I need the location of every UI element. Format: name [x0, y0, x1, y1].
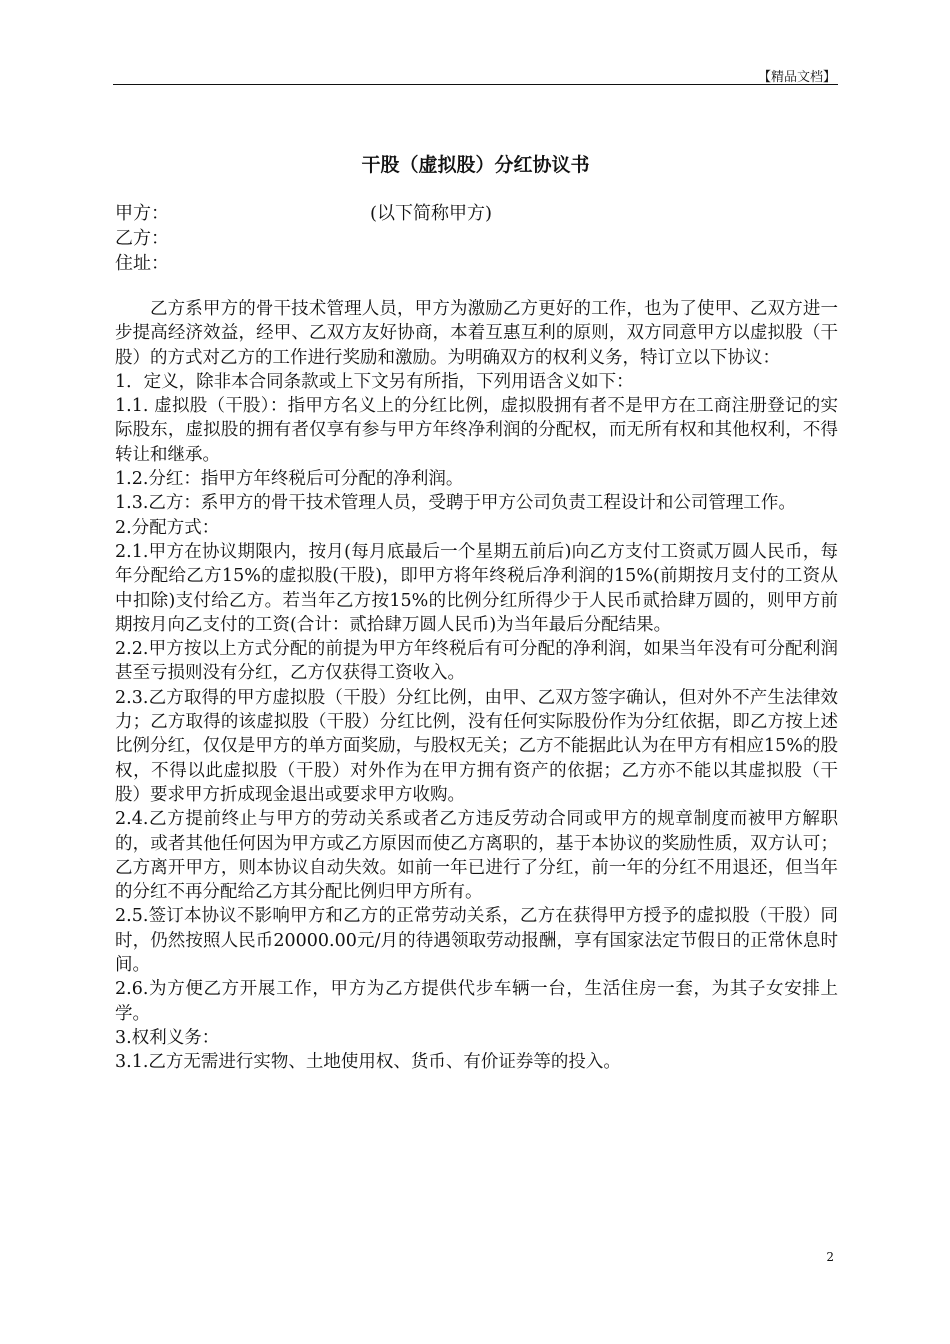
document-title: 干股（虚拟股）分红协议书	[361, 154, 590, 176]
clause-1-2: 1.2.分红：指甲方年终税后可分配的净利润。	[115, 469, 464, 490]
address-label: 住址：	[115, 253, 169, 274]
clause-1-heading: 1．定义，除非本合同条款或上下文另有所指，下列用语含义如下：	[115, 371, 634, 392]
clause-1-1: 1.1. 虚拟股（干股）：指甲方名义上的分红比例，虚拟股拥有者不是甲方在工商注册登记的实际股东，虚拟股的拥有者仅享有参与甲方年终净利润的分配权，而无所有权和其他权利，不得转让和继承。	[115, 396, 838, 465]
party-a-label: 甲方：	[115, 203, 169, 224]
agreement-body	[115, 297, 838, 1075]
clause-2-6: 2.6.为方便乙方开展工作，甲方为乙方提供代步车辆一台，生活住房一套，为其子女安排上学。	[115, 979, 838, 1024]
page-number: 2	[826, 1250, 834, 1264]
clause-1-3: 1.3.乙方：系甲方的骨干技术管理人员，受聘于甲方公司负责工程设计和公司管理工作。	[115, 493, 796, 514]
clause-3-1: 3.1.乙方无需进行实物、土地使用权、货币、有价证券等的投入。	[115, 1052, 621, 1073]
party-b-line	[115, 227, 169, 251]
clause-2-2: 2.2.甲方按以上方式分配的前提为甲方年终税后有可分配的净利润，如果当年没有可分配利润甚至亏损则没有分红，乙方仅获得工资收入。	[115, 639, 838, 684]
address-line	[115, 252, 169, 276]
clause-2-1: 2.1.甲方在协议期限内，按月(每月底最后一个星期五前后)向乙方支付工资贰万圆人民币，每年分配给乙方15%的虚拟股(干股)，即甲方将年终税后净利润的15%(前期按月支付的工资从中扣除)支付给乙方。若当年乙方按15%的比例分红所得少于人民币贰拾肆万圆的，则甲方前期按月向乙支付的工资(合计：贰拾肆万圆人民币)为当年最后分配结果。	[115, 541, 838, 635]
clause-2-4: 2.4.乙方提前终止与甲方的劳动关系或者乙方违反劳动合同或甲方的规章制度而被甲方解职的，或者其他任何因为甲方或乙方原因而使乙方离职的，基于本协议的奖励性质，双方认可；乙方离开甲方，则本协议自动失效。如前一年已进行了分红，前一年的分红不用退还，但当年的分红不再分配给乙方其分配比例归甲方所有。	[115, 809, 838, 903]
clause-2-5: 2.5.签订本协议不影响甲方和乙方的正常劳动关系，乙方在获得甲方授予的虚拟股（干股）同时，仍然按照人民币20000.00元/月的待遇领取劳动报酬，享有国家法定节假日的正常休息时间。	[115, 906, 838, 976]
document-header-tag: 【精品文档】	[757, 70, 836, 85]
party-b-label: 乙方：	[115, 228, 169, 249]
party-a-note: (以下简称甲方)	[370, 203, 493, 224]
header-divider	[113, 84, 838, 85]
clause-2-3: 2.3.乙方取得的甲方虚拟股（干股）分红比例，由甲、乙双方签字确认，但对外不产生法律效力；乙方取得的该虚拟股（干股）分红比例，没有任何实际股份作为分红依据，即乙方按上述比例分红，仅仅是甲方的单方面奖励，与股权无关；乙方不能据此认为在甲方有相应15%的股权，不得以此虚拟股（干股）对外作为在甲方拥有资产的依据；乙方亦不能以其虚拟股（干股）要求甲方折成现金退出或要求甲方收购。	[115, 687, 838, 805]
clause-3-heading: 3.权利义务：	[115, 1027, 220, 1048]
intro-paragraph: 乙方系甲方的骨干技术管理人员，甲方为激励乙方更好的工作，也为了使甲、乙双方进一步提高经济效益，经甲、乙双方友好协商，本着互惠互利的原则，双方同意甲方以虚拟股（干股）的方式对乙方的工作进行奖励和激励。为明确双方的权利义务，特订立以下协议：	[115, 299, 838, 368]
clause-2-heading: 2.分配方式：	[115, 517, 220, 538]
party-a-line	[115, 202, 493, 226]
